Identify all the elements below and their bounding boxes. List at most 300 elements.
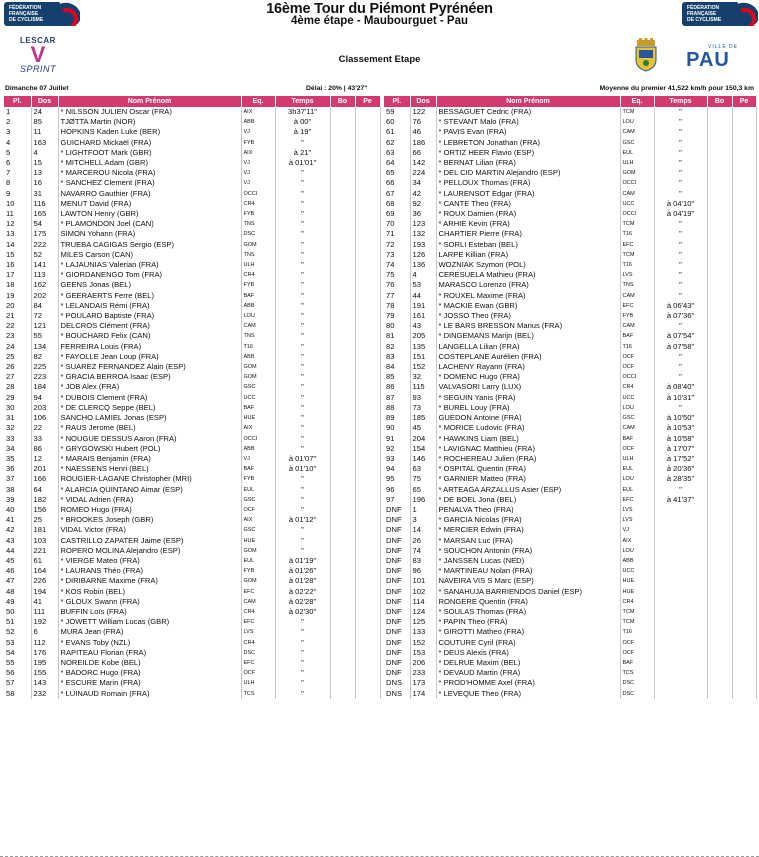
pos-cell: 66	[384, 178, 410, 188]
bonus-cell	[707, 107, 732, 117]
bib-cell: 225	[31, 362, 58, 372]
bonus-cell	[330, 648, 355, 658]
penalty-cell	[355, 444, 380, 454]
team-cell: CAM	[620, 423, 654, 433]
bonus-cell	[707, 148, 732, 158]
team-cell: HUE	[241, 536, 275, 546]
time-cell: à 01'12"	[275, 515, 330, 525]
rider-name-cell: * DELRUE Maxim (BEL)	[436, 658, 620, 668]
pos-cell: 96	[384, 485, 410, 495]
pos-cell: 64	[384, 158, 410, 168]
bonus-cell	[330, 393, 355, 403]
bib-cell: 103	[31, 536, 58, 546]
table-row	[4, 576, 380, 586]
team-cell: EFC	[620, 301, 654, 311]
rider-name-cell: * MORICE Ludovic (FRA)	[436, 423, 620, 433]
bonus-cell	[707, 393, 732, 403]
penalty-cell	[355, 515, 380, 525]
team-cell: FYB	[241, 474, 275, 484]
time-cell: "	[275, 474, 330, 484]
bib-cell: 106	[31, 413, 58, 423]
team-cell: LOU	[620, 403, 654, 413]
table-row	[384, 321, 756, 331]
penalty-cell	[355, 148, 380, 158]
bonus-cell	[330, 587, 355, 597]
bonus-cell	[330, 219, 355, 229]
time-cell: "	[275, 382, 330, 392]
bonus-cell	[330, 331, 355, 341]
rider-name-cell: * MARAIS Benjamin (FRA)	[58, 454, 241, 464]
bonus-cell	[330, 515, 355, 525]
team-cell: BAF	[241, 403, 275, 413]
pos-cell: 13	[4, 229, 31, 239]
time-cell: "	[275, 291, 330, 301]
pos-cell: DNF	[384, 627, 410, 637]
rider-name-cell: MILES Carson (CAN)	[58, 250, 241, 260]
pos-cell: DNF	[384, 536, 410, 546]
bib-cell: 166	[31, 474, 58, 484]
penalty-cell	[732, 597, 756, 607]
penalty-cell	[355, 474, 380, 484]
bonus-cell	[707, 168, 732, 178]
rider-name-cell: * SANAHUJA BARRIENDOS Daniel (ESP)	[436, 587, 620, 597]
time-cell: "	[654, 148, 707, 158]
table-header-row	[4, 96, 380, 107]
team-cell: TNS	[241, 219, 275, 229]
bib-cell: 133	[410, 627, 436, 637]
bib-cell: 201	[31, 464, 58, 474]
table-row	[384, 556, 756, 566]
time-cell: "	[654, 362, 707, 372]
pos-cell: 15	[4, 250, 31, 260]
bib-cell: 4	[31, 148, 58, 158]
table-row	[384, 495, 756, 505]
time-cell: "	[275, 362, 330, 372]
team-cell: GSC	[620, 413, 654, 423]
time-cell: "	[275, 546, 330, 556]
bib-cell: 101	[410, 576, 436, 586]
bonus-cell	[707, 515, 732, 525]
bonus-cell	[330, 413, 355, 423]
rider-name-cell: ROMEO Hugo (FRA)	[58, 505, 241, 515]
bonus-cell	[330, 270, 355, 280]
penalty-cell	[732, 280, 756, 290]
penalty-cell	[355, 270, 380, 280]
bib-cell: 151	[410, 352, 436, 362]
bib-cell: 13	[31, 168, 58, 178]
table-row	[384, 382, 756, 392]
table-row	[4, 505, 380, 515]
penalty-cell	[355, 342, 380, 352]
bonus-cell	[330, 260, 355, 270]
rider-name-cell: * EVANS Toby (NZL)	[58, 638, 241, 648]
bonus-cell	[707, 189, 732, 199]
team-cell: ABB	[241, 444, 275, 454]
bib-cell: 74	[410, 546, 436, 556]
time-cell: "	[275, 689, 330, 699]
table-row	[384, 689, 756, 699]
table-row	[384, 138, 756, 148]
table-row	[384, 250, 756, 260]
pos-cell: 49	[4, 597, 31, 607]
team-cell: LVS	[620, 515, 654, 525]
team-cell: EFC	[241, 587, 275, 597]
bonus-cell	[330, 668, 355, 678]
race-date: Dimanche 07 Juillet	[5, 85, 69, 92]
table-row	[384, 240, 756, 250]
pos-cell: 34	[4, 444, 31, 454]
bonus-cell	[707, 372, 732, 382]
ffc-logo-right	[682, 2, 758, 26]
bonus-cell	[330, 321, 355, 331]
team-cell: TCS	[620, 668, 654, 678]
penalty-cell	[732, 219, 756, 229]
table-row	[4, 362, 380, 372]
pos-cell: 53	[4, 638, 31, 648]
penalty-cell	[732, 525, 756, 535]
table-row	[4, 434, 380, 444]
pos-cell: 95	[384, 474, 410, 484]
bonus-cell	[707, 678, 732, 688]
penalty-cell	[355, 607, 380, 617]
rider-name-cell: * PAPIN Theo (FRA)	[436, 617, 620, 627]
bonus-cell	[707, 474, 732, 484]
penalty-cell	[355, 199, 380, 209]
pos-cell: 39	[4, 495, 31, 505]
column-header: Pl.	[4, 96, 31, 107]
rider-name-cell: MENUT David (FRA)	[58, 199, 241, 209]
bib-cell: 1	[410, 505, 436, 515]
bib-cell: 152	[410, 362, 436, 372]
table-row	[384, 260, 756, 270]
penalty-cell	[355, 168, 380, 178]
penalty-cell	[355, 382, 380, 392]
bonus-cell	[330, 311, 355, 321]
team-cell: UCC	[620, 566, 654, 576]
rider-name-cell: VALVASORI Larry (LUX)	[436, 382, 620, 392]
bib-cell: 114	[410, 597, 436, 607]
bib-cell: 224	[410, 168, 436, 178]
table-row	[384, 423, 756, 433]
time-cell: "	[275, 372, 330, 382]
page-header	[0, 0, 759, 30]
rider-name-cell: * DE BOEL Jona (BEL)	[436, 495, 620, 505]
team-cell: BAF	[241, 464, 275, 474]
team-cell: LOU	[620, 474, 654, 484]
bib-cell: 233	[410, 668, 436, 678]
table-row	[384, 291, 756, 301]
penalty-cell	[732, 250, 756, 260]
sponsor-v: V	[30, 42, 46, 67]
team-cell: OCCI	[241, 189, 275, 199]
ffc-logo-text: FRANÇAISE	[9, 11, 39, 17]
pos-cell: 14	[4, 240, 31, 250]
table-row	[4, 199, 380, 209]
penalty-cell	[732, 546, 756, 556]
time-cell	[654, 546, 707, 556]
time-cell	[654, 536, 707, 546]
rider-name-cell: * SEGUIN Yanis (FRA)	[436, 393, 620, 403]
bib-cell: 173	[410, 678, 436, 688]
pos-cell: 11	[4, 209, 31, 219]
pos-cell: 70	[384, 219, 410, 229]
bib-cell: 34	[410, 178, 436, 188]
bib-cell: 194	[31, 587, 58, 597]
time-cell: 3h37'11"	[275, 107, 330, 117]
rider-name-cell: * GLOUX Swann (FRA)	[58, 597, 241, 607]
bib-cell: 155	[31, 668, 58, 678]
bonus-cell	[330, 352, 355, 362]
bonus-cell	[330, 301, 355, 311]
rider-name-cell: * ORTIZ HEER Flavio (ESP)	[436, 148, 620, 158]
penalty-cell	[355, 597, 380, 607]
team-cell: GOM	[241, 372, 275, 382]
team-cell: LOU	[241, 311, 275, 321]
time-cell: "	[275, 648, 330, 658]
bonus-cell	[330, 250, 355, 260]
bib-cell: 125	[410, 617, 436, 627]
time-cell	[654, 668, 707, 678]
bib-cell: 73	[410, 403, 436, 413]
bib-cell: 76	[410, 117, 436, 127]
bonus-cell	[330, 423, 355, 433]
table-row	[4, 291, 380, 301]
bib-cell: 36	[410, 209, 436, 219]
bib-cell: 113	[31, 270, 58, 280]
pos-cell: 16	[4, 260, 31, 270]
column-header: Temps	[654, 96, 707, 107]
bib-cell: 64	[31, 485, 58, 495]
bonus-cell	[330, 454, 355, 464]
penalty-cell	[732, 331, 756, 341]
table-row	[384, 464, 756, 474]
time-cell: "	[654, 403, 707, 413]
team-cell: CR4	[241, 638, 275, 648]
pos-cell: 50	[4, 607, 31, 617]
table-row	[384, 638, 756, 648]
time-cell: "	[275, 403, 330, 413]
bonus-cell	[707, 219, 732, 229]
penalty-cell	[732, 117, 756, 127]
time-cell: "	[275, 250, 330, 260]
team-cell: CAM	[620, 189, 654, 199]
rider-name-cell: ROPERO MOLINA Alejandro (ESP)	[58, 546, 241, 556]
pos-cell: 55	[4, 658, 31, 668]
pos-cell: DNF	[384, 515, 410, 525]
team-cell: EFC	[241, 617, 275, 627]
table-row	[4, 658, 380, 668]
time-cell: "	[275, 495, 330, 505]
penalty-cell	[355, 219, 380, 229]
team-cell: BAF	[620, 658, 654, 668]
time-cell: "	[275, 342, 330, 352]
team-cell: CAM	[620, 127, 654, 137]
rider-name-cell: COUTURE Cyril (FRA)	[436, 638, 620, 648]
table-row	[4, 158, 380, 168]
penalty-cell	[732, 474, 756, 484]
time-cell	[654, 597, 707, 607]
team-cell: T16	[620, 229, 654, 239]
bonus-cell	[707, 362, 732, 372]
table-row	[384, 658, 756, 668]
bib-cell: 152	[410, 638, 436, 648]
pos-cell: 54	[4, 648, 31, 658]
table-row	[4, 648, 380, 658]
bonus-cell	[330, 495, 355, 505]
rider-name-cell: * MACKIE Ewan (GBR)	[436, 301, 620, 311]
bonus-cell	[330, 291, 355, 301]
bonus-cell	[330, 444, 355, 454]
pos-cell: 72	[384, 240, 410, 250]
penalty-cell	[732, 485, 756, 495]
team-cell: FYB	[241, 566, 275, 576]
bonus-cell	[330, 536, 355, 546]
bonus-cell	[707, 311, 732, 321]
rider-name-cell: * LAVIGNAC Matthieu (FRA)	[436, 444, 620, 454]
team-cell: GOM	[241, 362, 275, 372]
bib-cell: 33	[31, 434, 58, 444]
table-row	[4, 617, 380, 627]
bonus-cell	[330, 209, 355, 219]
penalty-cell	[732, 352, 756, 362]
team-cell: CR4	[620, 382, 654, 392]
pos-cell: 87	[384, 393, 410, 403]
rider-name-cell: * GRYGOWSKI Hubert (POL)	[58, 444, 241, 454]
team-cell: GOM	[241, 240, 275, 250]
table-row	[384, 393, 756, 403]
bonus-cell	[330, 138, 355, 148]
pos-cell: 88	[384, 403, 410, 413]
pos-cell: 86	[384, 382, 410, 392]
table-row	[384, 668, 756, 678]
bib-cell: 181	[31, 525, 58, 535]
bonus-cell	[707, 454, 732, 464]
team-cell: GSC	[241, 525, 275, 535]
bonus-cell	[707, 352, 732, 362]
table-row	[384, 280, 756, 290]
time-cell: à 01'19"	[275, 556, 330, 566]
penalty-cell	[732, 270, 756, 280]
pos-cell: 29	[4, 393, 31, 403]
rider-name-cell: * PROD'HOMME Axel (FRA)	[436, 678, 620, 688]
table-row	[4, 638, 380, 648]
time-cell: "	[275, 423, 330, 433]
team-cell: GSC	[241, 382, 275, 392]
bib-cell: 111	[31, 607, 58, 617]
pos-cell: 51	[4, 617, 31, 627]
pos-cell: DNF	[384, 566, 410, 576]
penalty-cell	[732, 423, 756, 433]
team-cell: FYB	[620, 311, 654, 321]
rider-name-cell: * LUINAUD Romain (FRA)	[58, 689, 241, 699]
table-row	[384, 352, 756, 362]
bib-cell: 126	[410, 250, 436, 260]
rider-name-cell: * JANSSEN Lucas (NED)	[436, 556, 620, 566]
table-row	[4, 423, 380, 433]
pos-cell: 46	[4, 566, 31, 576]
team-cell: TCM	[620, 107, 654, 117]
rider-name-cell: FERREIRA Louis (FRA)	[58, 342, 241, 352]
bib-cell: 53	[410, 280, 436, 290]
table-row	[4, 382, 380, 392]
team-cell: HUE	[620, 576, 654, 586]
bonus-cell	[330, 505, 355, 515]
rider-name-cell: * BADORC Hugo (FRA)	[58, 668, 241, 678]
pau-logo-small: VILLE DE	[708, 44, 738, 50]
penalty-cell	[355, 556, 380, 566]
bib-cell: 43	[410, 321, 436, 331]
rider-name-cell: * ROCHEREAU Julien (FRA)	[436, 454, 620, 464]
penalty-cell	[732, 638, 756, 648]
penalty-cell	[355, 536, 380, 546]
rider-name-cell: LAWTON Henry (GBR)	[58, 209, 241, 219]
bib-cell: 154	[410, 444, 436, 454]
bib-cell: 202	[31, 291, 58, 301]
bib-cell: 116	[31, 199, 58, 209]
bonus-cell	[707, 127, 732, 137]
pos-cell: 22	[4, 321, 31, 331]
bib-cell: 146	[410, 454, 436, 464]
bonus-cell	[707, 158, 732, 168]
bonus-cell	[707, 648, 732, 658]
time-cell: à 19"	[275, 127, 330, 137]
column-header: Bo	[330, 96, 355, 107]
table-row	[384, 117, 756, 127]
rider-name-cell: * GEERAERTS Ferre (BEL)	[58, 291, 241, 301]
bonus-cell	[330, 546, 355, 556]
table-row	[4, 148, 380, 158]
bonus-cell	[330, 607, 355, 617]
pos-cell: 80	[384, 321, 410, 331]
penalty-cell	[732, 107, 756, 117]
table-row	[4, 117, 380, 127]
time-cell: "	[275, 658, 330, 668]
pos-cell: 18	[4, 280, 31, 290]
penalty-cell	[355, 280, 380, 290]
table-row	[384, 576, 756, 586]
bonus-cell	[707, 658, 732, 668]
penalty-cell	[355, 229, 380, 239]
time-cell: "	[275, 280, 330, 290]
rider-name-cell: * LAURENSOT Edgar (FRA)	[436, 189, 620, 199]
pos-cell: 43	[4, 536, 31, 546]
time-cell: "	[275, 240, 330, 250]
table-row	[384, 127, 756, 137]
pos-cell: 60	[384, 117, 410, 127]
rider-name-cell: * LE BARS BRESSON Marius (FRA)	[436, 321, 620, 331]
time-cell: "	[275, 393, 330, 403]
bib-cell: 191	[410, 301, 436, 311]
team-cell: OCCI	[620, 178, 654, 188]
bonus-cell	[330, 117, 355, 127]
table-row	[4, 168, 380, 178]
table-row	[384, 209, 756, 219]
pos-cell: 30	[4, 403, 31, 413]
penalty-cell	[732, 209, 756, 219]
team-cell: CAM	[620, 291, 654, 301]
rider-name-cell: * LAJAUNIAS Valerian (FRA)	[58, 260, 241, 270]
team-cell: TCM	[620, 250, 654, 260]
rider-name-cell: * SOUCHON Antonin (FRA)	[436, 546, 620, 556]
team-cell: CAM	[241, 321, 275, 331]
penalty-cell	[355, 209, 380, 219]
bib-cell: 6	[31, 627, 58, 637]
penalty-cell	[732, 393, 756, 403]
pos-cell: 90	[384, 423, 410, 433]
penalty-cell	[355, 127, 380, 137]
rider-name-cell: * NILSSON JULIEN Oscar (FRA)	[58, 107, 241, 117]
bib-cell: 174	[410, 689, 436, 699]
